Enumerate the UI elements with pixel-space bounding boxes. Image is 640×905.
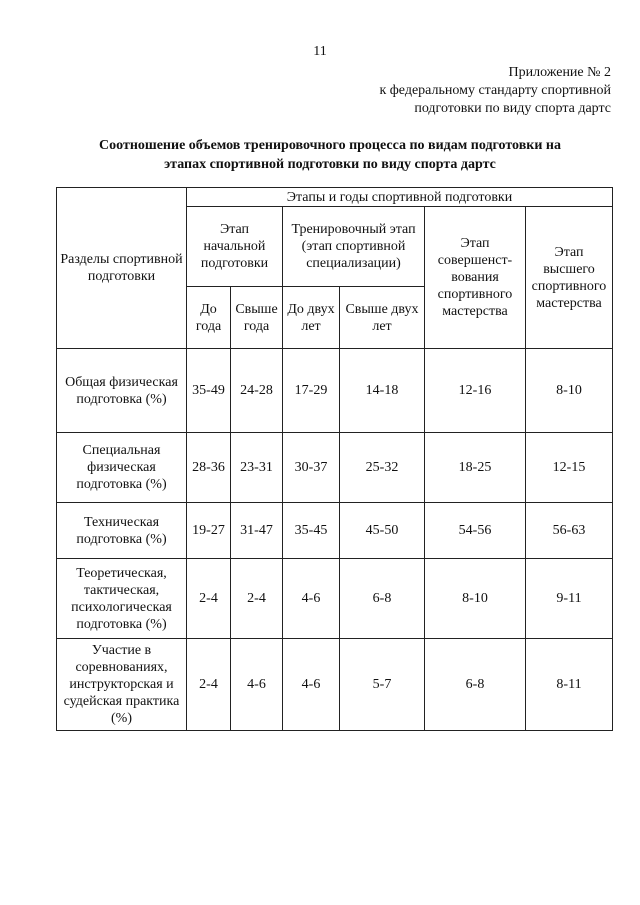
value-cell: 12-16 xyxy=(425,349,526,433)
value-cell: 23-31 xyxy=(231,433,283,503)
stage-improvement-header: Этап совершенст-вования спортивного мастерства xyxy=(425,207,526,349)
value-cell: 30-37 xyxy=(283,433,340,503)
value-cell: 4-6 xyxy=(283,559,340,639)
value-cell: 6-8 xyxy=(425,639,526,731)
table-row xyxy=(57,639,613,731)
value-cell: 18-25 xyxy=(425,433,526,503)
table-row xyxy=(57,433,613,503)
table-row xyxy=(57,559,613,639)
page-number: 11 xyxy=(313,44,327,59)
training-ratio-table xyxy=(56,187,613,731)
table-row xyxy=(57,349,613,433)
value-cell: 28-36 xyxy=(187,433,231,503)
appendix-line: подготовки по виду спорта дартс xyxy=(414,101,611,116)
value-cell: 25-32 xyxy=(340,433,425,503)
value-cell: 2-4 xyxy=(187,639,231,731)
subheader-initial-over-year: Свыше года xyxy=(231,287,283,349)
row-label: Общая физическая подготовка (%) xyxy=(57,349,187,433)
value-cell: 8-10 xyxy=(425,559,526,639)
value-cell: 6-8 xyxy=(340,559,425,639)
stage-higher-header: Этап высшего спортивного мастерства xyxy=(526,207,613,349)
value-cell: 4-6 xyxy=(283,639,340,731)
value-cell: 2-4 xyxy=(187,559,231,639)
value-cell: 9-11 xyxy=(526,559,613,639)
value-cell: 12-15 xyxy=(526,433,613,503)
document-title xyxy=(60,136,600,174)
value-cell: 19-27 xyxy=(187,503,231,559)
title-line: Соотношение объемов тренировочного процесса по видам подготовки на xyxy=(99,138,561,153)
row-label: Специальная физическая подготовка (%) xyxy=(57,433,187,503)
row-label: Участие в соревнованиях, инструкторская и судейская практика (%) xyxy=(57,639,187,731)
value-cell: 56-63 xyxy=(526,503,613,559)
value-cell: 14-18 xyxy=(340,349,425,433)
appendix-line: Приложение № 2 xyxy=(508,65,611,80)
value-cell: 35-45 xyxy=(283,503,340,559)
row-label: Техническая подготовка (%) xyxy=(57,503,187,559)
value-cell: 17-29 xyxy=(283,349,340,433)
stages-header: Этапы и годы спортивной подготовки xyxy=(187,188,613,207)
subheader-initial-up-to-year: До года xyxy=(187,287,231,349)
value-cell: 8-11 xyxy=(526,639,613,731)
table-row xyxy=(57,503,613,559)
value-cell: 45-50 xyxy=(340,503,425,559)
row-label: Теоретическая, тактическая, психологическая подготовка (%) xyxy=(57,559,187,639)
value-cell: 35-49 xyxy=(187,349,231,433)
title-line: этапах спортивной подготовки по виду спорта дартс xyxy=(164,157,496,172)
value-cell: 2-4 xyxy=(231,559,283,639)
section-header: Разделы спортивной подготовки xyxy=(57,188,187,349)
value-cell: 31-47 xyxy=(231,503,283,559)
appendix-note xyxy=(379,64,611,118)
value-cell: 54-56 xyxy=(425,503,526,559)
value-cell: 24-28 xyxy=(231,349,283,433)
stage-initial-header: Этап начальной подготовки xyxy=(187,207,283,287)
subheader-training-up-to-two: До двух лет xyxy=(283,287,340,349)
value-cell: 5-7 xyxy=(340,639,425,731)
subheader-training-over-two: Свыше двух лет xyxy=(340,287,425,349)
value-cell: 4-6 xyxy=(231,639,283,731)
stage-training-header: Тренировочный этап (этап спортивной специализации) xyxy=(283,207,425,287)
appendix-line: к федеральному стандарту спортивной xyxy=(379,83,611,98)
value-cell: 8-10 xyxy=(526,349,613,433)
